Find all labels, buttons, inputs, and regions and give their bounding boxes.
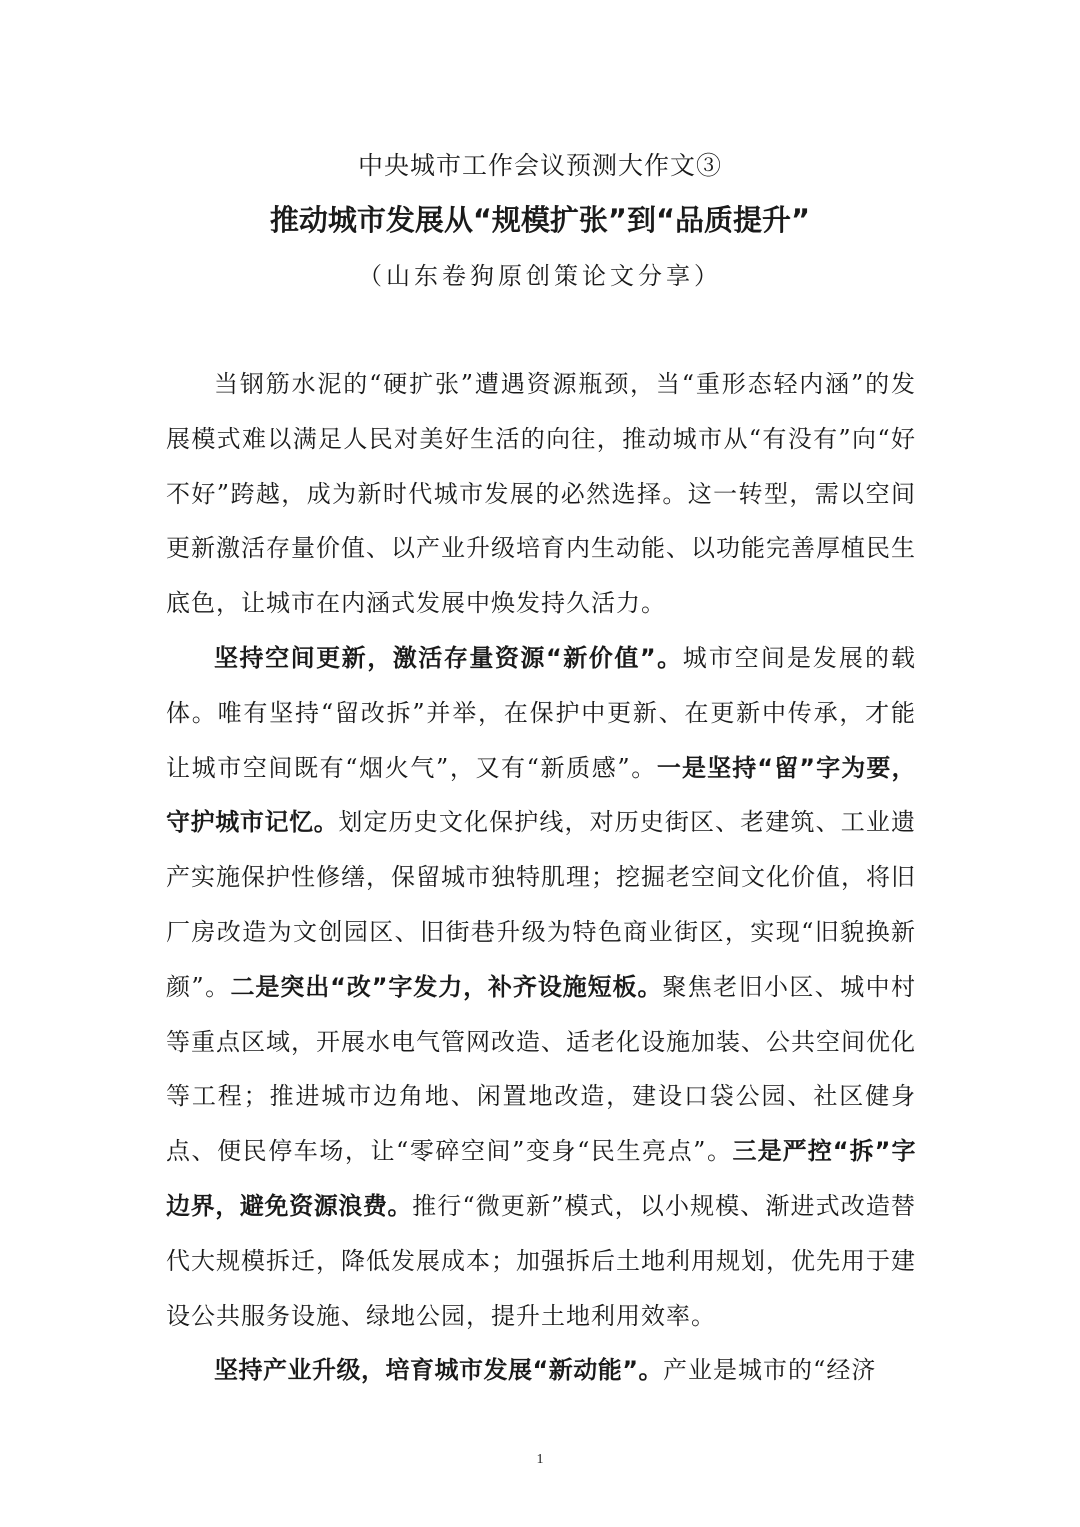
paragraph-space-renewal <box>166 631 916 1343</box>
paragraph-intro <box>166 357 916 631</box>
bold-heading-segment: 二是突出“改”字发力，补齐设施短板。 <box>230 972 663 1001</box>
bold-heading-segment: 坚持产业升级，培育城市发展“新动能”。 <box>214 1356 664 1385</box>
page-number: 1 <box>536 1452 544 1467</box>
document-title: 推动城市发展从“规模扩张”到“品质提升” <box>269 203 811 237</box>
document-body <box>166 357 916 1398</box>
text-segment: 聚焦老旧小区、城中村等重点区域，开展水电气管网改造、适老化设施加装、公共空间优化等工程；推进城市边角地、闲置地改造，建设口袋公园、社区健身点、便民停车场，让“零碎空间”变身“民生亮点”。 <box>166 972 917 1166</box>
text-segment: 推行“微更新”模式，以小规模、渐进式改造替代大规模拆迁，降低发展成本；加强拆后土地利用规划，优先用于建设公共服务设施、绿地公园，提升土地利用效率。 <box>166 1191 916 1330</box>
paragraph-industry-upgrade <box>166 1343 916 1398</box>
bold-heading-segment: 一是坚持“留”字为要，守护城市记忆。 <box>166 753 917 837</box>
text-segment: 当钢筋水泥的“硬扩张”遭遇资源瓶颈，当“重形态轻内涵”的发展模式难以满足人民对美好生活的向往，推动城市从“有没有”向“好不好”跨越，成为新时代城市发展的必然选择。这一转型，需以空间更新激活存量价值、以产业升级培育内生动能、以功能完善厚植民生底色，让城市在内涵式发展中焕发持久活力。 <box>166 370 916 618</box>
text-segment: 城市空间是发展的载体。唯有坚持“留改拆”并举，在保护中更新、在更新中传承，才能让城市空间既有“烟火气”，又有“新质感”。 <box>166 643 917 782</box>
text-segment: 划定历史文化保护线，对历史街区、老建筑、工业遗产实施保护性修缮，保留城市独特肌理；挖掘老空间文化价值，将旧厂房改造为文创园区、旧街巷升级为特色商业街区，实现“旧貌换新颜”。 <box>166 808 917 1001</box>
document-subtitle: 中央城市工作会议预测大作文③ <box>357 151 722 180</box>
bold-heading-segment: 坚持空间更新，激活存量资源“新价值”。 <box>214 643 683 672</box>
bold-heading-segment: 三是严控“拆”字边界，避免资源浪费。 <box>166 1137 917 1220</box>
text-segment: 产业是城市的“经济 <box>663 1356 877 1385</box>
heading-block <box>0 140 1080 304</box>
document-source: （山东卷狗原创策论文分享） <box>358 262 722 290</box>
